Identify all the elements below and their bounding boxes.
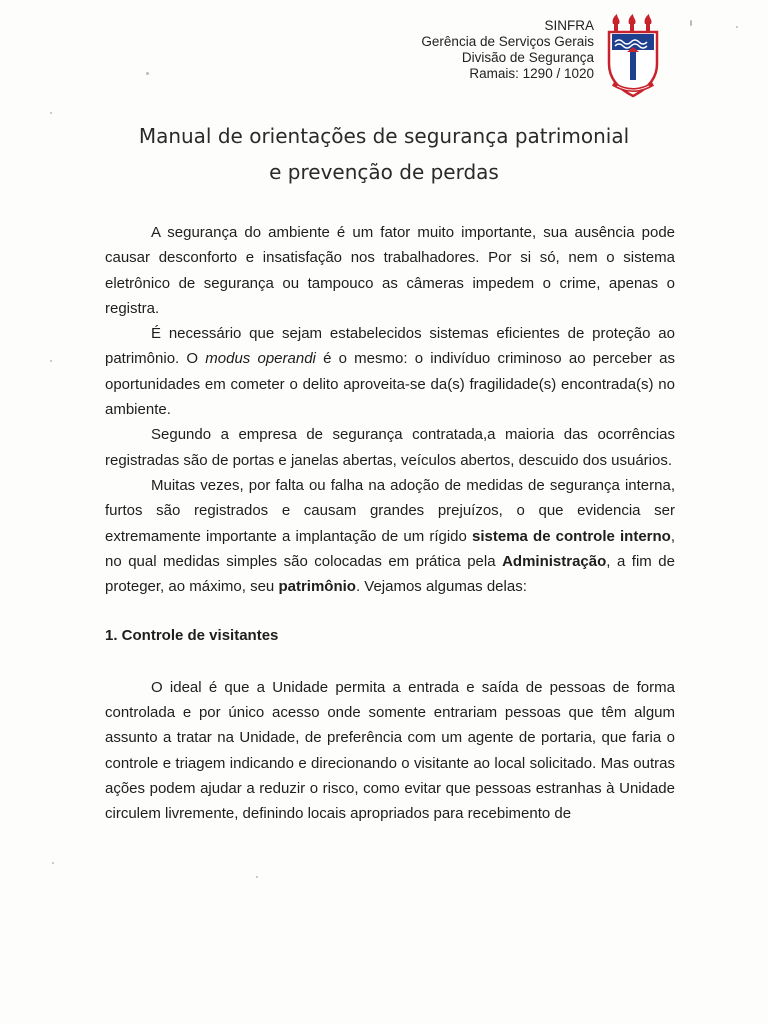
scan-speck — [52, 862, 54, 864]
scan-speck — [146, 72, 149, 75]
section-1-heading: 1. Controle de visitantes — [105, 627, 279, 645]
paragraph-2-emphasis: modus operandi — [205, 350, 316, 368]
university-crest-icon — [605, 12, 661, 100]
paragraph-4-bold-1: sistema de controle interno — [472, 527, 671, 545]
scan-speck — [690, 20, 692, 26]
paragraph-4-text-d: , a fim de proteger, ao máximo, seu — [105, 552, 675, 596]
document-body — [105, 220, 675, 827]
division-name: Divisão de Segurança — [461, 50, 594, 65]
paragraph-3: Segundo a empresa de segurança contratada,a maioria das ocorrências registradas são de portas e janelas abertas, veículos abertos, descuido dos usuários. — [105, 426, 675, 469]
scan-speck — [736, 26, 738, 28]
paragraph-1: A segurança do ambiente é um fator muito importante, sua ausência pode causar desconforto e insatisfação nos trabalhadores. Por si só, nem o sistema eletrônico de segurança ou tampouco as câmeras impedem o crime, apenas o registra. — [105, 224, 675, 317]
paragraph-2-text-b: é o mesmo: o indivíduo criminoso ao perceber as oportunidades em cometer o delito aproveita-se da(s) fragilidade(s) encontrada(s) no ambiente. — [105, 350, 675, 419]
letterhead — [421, 18, 594, 82]
title-line-1: Manual de orientações de segurança patrimonial — [138, 124, 630, 148]
paragraph-4-bold-3: patrimônio — [278, 578, 356, 596]
title-line-2: e prevenção de perdas — [269, 160, 499, 184]
org-name: SINFRA — [544, 18, 594, 33]
paragraph-4-bold-2: Administração — [502, 552, 607, 570]
paragraph-4-text-e: . Vejamos algumas delas: — [355, 578, 527, 596]
section-1-paragraph: O ideal é que a Unidade permita a entrada e saída de pessoas de forma controlada e por único acesso onde somente entrariam pessoas que têm algum assunto a tratar na Unidade, de preferência com um agente de portaria, que faria o controle e triagem indicando e direcionando o visitante ao local solicitado. Mas outras ações podem ajudar a reduzir o risco, como evitar que pessoas estranhas à Unidade circulem livremente, definindo locais apropriados para recebimento de — [105, 678, 675, 823]
department-name: Gerência de Serviços Gerais — [421, 34, 594, 49]
paragraph-4-text-c: , no qual medidas simples são colocadas em prática pela — [105, 527, 675, 570]
scan-speck — [256, 876, 258, 878]
scan-speck — [50, 112, 52, 114]
scan-speck — [50, 360, 52, 362]
paragraph-4 — [105, 473, 675, 599]
paragraph-2-text-a: É necessário que sejam estabelecidos sistemas eficientes de proteção ao patrimônio. O — [105, 325, 675, 368]
document-title — [80, 118, 688, 190]
paragraph-4-text-a: Muitas vezes, por falta ou falha na adoção de medidas de segurança interna, furtos são registrados e causam grandes prejuízos, o que evidencia ser extremamente importante a implantação de um rígido — [105, 476, 675, 545]
paragraph-2 — [105, 321, 675, 422]
phone-extensions: Ramais: 1290 / 1020 — [469, 66, 594, 81]
